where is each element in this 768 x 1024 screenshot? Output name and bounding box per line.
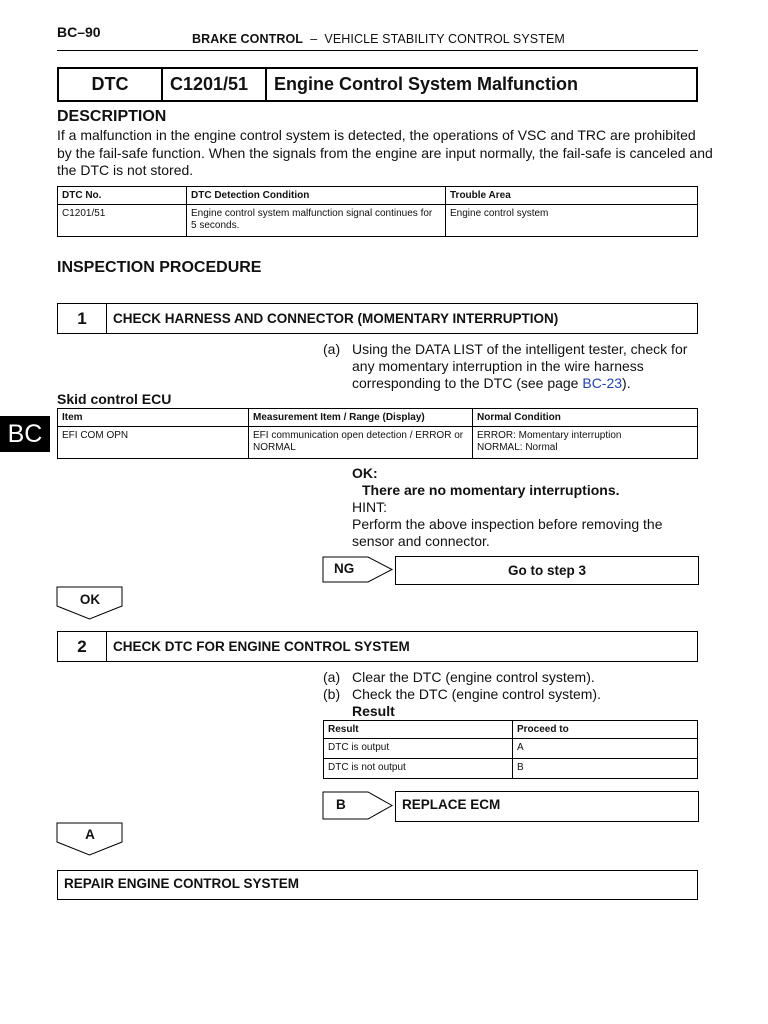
table-cell: ERROR: Momentary interruption NORMAL: Normal [473,427,698,459]
instruction-line: any momentary interruption in the wire harness [352,358,644,374]
running-header-subsection: VEHICLE STABILITY CONTROL SYSTEM [324,32,565,46]
hint-line: Perform the above inspection before removing the [352,516,663,532]
sub-step-letter: (a) [323,341,341,357]
description-line: the DTC is not stored. [57,162,194,178]
go-to-step-3-box[interactable]: Go to step 3 [395,556,699,585]
description-line: If a malfunction in the engine control system is detected, the operations of VSC and TRC are prohibited [57,127,696,143]
result-label: Result [352,703,395,719]
ecu-label: Skid control ECU [57,391,172,407]
ng-label: NG [334,561,355,576]
column-header: DTC Detection Condition [187,187,446,205]
step-1-box [57,303,698,334]
b-arrow-tag [322,791,394,820]
table-cell: DTC is not output [324,759,513,779]
table-cell: EFI communication open detection / ERROR or NORMAL [249,427,473,459]
dtc-title: Engine Control System Malfunction [266,68,697,101]
b-label: B [336,797,346,812]
step-1-instruction [323,341,703,392]
table-cell: A [513,739,698,759]
cell-line: 5 seconds. [191,220,240,231]
step-title: CHECK HARNESS AND CONNECTOR (MOMENTARY INTERRUPTION) [107,304,698,334]
table-header-row [58,187,698,205]
sub-step-letter: (a) [323,669,341,685]
table-cell: EFI COM OPN [58,427,249,459]
table-cell: DTC is output [324,739,513,759]
hint-line: sensor and connector. [352,533,490,549]
replace-ecm-box[interactable]: REPLACE ECM [395,791,699,822]
column-header: Trouble Area [446,187,698,205]
column-header: Result [324,721,513,739]
step-number: 2 [58,632,107,662]
table-cell: B [513,759,698,779]
instruction-line: corresponding to the DTC (see page BC-23). [352,375,631,391]
column-header: Normal Condition [473,409,698,427]
inspection-heading: INSPECTION PROCEDURE [57,259,262,276]
table-cell: Engine control system [446,205,698,237]
table-row [58,427,698,459]
dtc-label: DTC [58,68,162,101]
header-rule [57,50,698,51]
dtc-title-box [57,67,698,102]
page-link[interactable]: BC-23 [582,375,623,391]
repair-engine-control-box[interactable]: REPAIR ENGINE CONTROL SYSTEM [57,870,698,900]
table-header-row [324,721,698,739]
running-header-separator: – [310,32,318,46]
step-2-instruction [323,669,703,720]
ok-tag-label: OK [79,592,101,607]
data-list-table [57,408,698,459]
a-tag-label: A [85,827,95,842]
table-cell [187,205,446,237]
ng-arrow-tag [322,556,394,583]
ok-label: OK: [352,465,378,481]
sub-step-letter: (b) [323,686,341,702]
instruction-line: Using the DATA LIST of the intelligent tester, check for [352,341,688,357]
hint-label: HINT: [352,499,387,515]
section-tab: BC [0,416,50,452]
dtc-condition-table [57,186,698,237]
step-number: 1 [58,304,107,334]
step-title: CHECK DTC FOR ENGINE CONTROL SYSTEM [107,632,698,662]
table-row [324,739,698,759]
table-cell: C1201/51 [58,205,187,237]
cell-line: Engine control system malfunction signal continues for [191,208,433,219]
table-row [324,759,698,779]
table-row [58,205,698,237]
dtc-code: C1201/51 [162,68,266,101]
running-header [192,32,565,46]
result-table [323,720,698,779]
page-id: BC–90 [57,24,101,40]
instruction-line: Clear the DTC (engine control system). [352,669,595,685]
column-header: Proceed to [513,721,698,739]
column-header: DTC No. [58,187,187,205]
ok-condition: There are no momentary interruptions. [362,482,620,498]
description-heading: DESCRIPTION [57,108,167,125]
step-2-box [57,631,698,662]
instruction-line: Check the DTC (engine control system). [352,686,601,702]
running-header-section: BRAKE CONTROL [192,32,304,46]
step-1-criteria [352,465,702,550]
description-line: by the fail-safe function. When the signals from the engine are input normally, the fail-safe is canceled and [57,144,713,161]
column-header: Item [58,409,249,427]
column-header: Measurement Item / Range (Display) [249,409,473,427]
description-text [57,127,717,180]
table-header-row [58,409,698,427]
